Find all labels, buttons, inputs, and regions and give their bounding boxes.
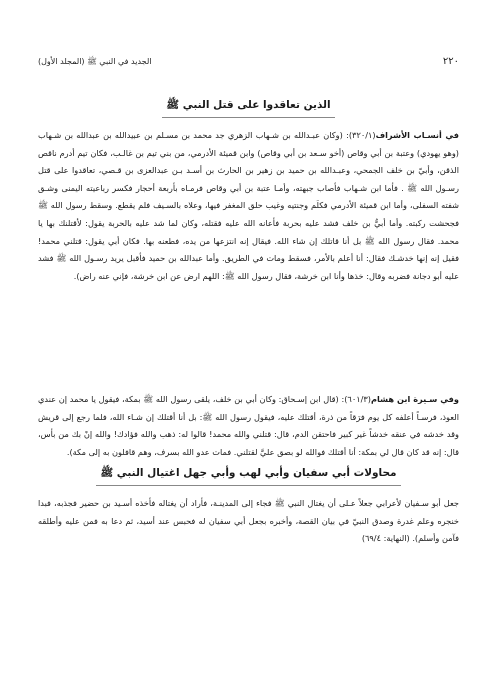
paragraph-ansab [38, 127, 459, 285]
running-header [38, 56, 459, 68]
paragraph-sira [38, 391, 459, 461]
section-title: الذين تعاقدوا على قتل النبي ﷺ [162, 99, 334, 118]
source-ref: (٦٠١/٣) [344, 394, 371, 404]
paragraph-text: جعل أبو سـفيان لأعرابي جعلاً عـلى أن يغتال النبي ﷺ فجاء إلى المدينـة، فأراد أن يغتاله فأخذه أسـيد بن حضير فجذبه، فبدا خنجره وعلم غدرة وصدق النبيّ في بيان القصة، وأخبره بجعل أبي سفيان له فحبس عند أسيد، ثم دعا به فمن عليه وأطلقه فآمن وأسلم). [38, 498, 459, 544]
source-name: وفي سـيرة ابن هشام [370, 394, 459, 404]
section-heading-conspirators [38, 99, 459, 122]
paragraph-abu-sufyan [38, 495, 459, 548]
page-number: ٢٢٠ [442, 56, 459, 67]
section-heading-assassination-attempts [38, 467, 459, 490]
source-ref: (٣٢٠/١) [348, 130, 376, 140]
source-name: في أنسـاب الأشراف [375, 130, 459, 140]
source-ref: (النهاية: ٦٩/٤) [361, 533, 410, 544]
section-title: محاولات أبي سفيان وأبي لهب وأبي جهل اغتيال النبي ﷺ [96, 467, 400, 486]
running-title: الجديد في النبي ﷺ (المجلد الأول) [38, 57, 152, 66]
paragraph-text: : (وكان عبـدالله بن شـهاب الزهري جد محمد بن مسـلم بن عبيدالله بن عبدالله بن شـهاب (وهو يهودي) وعتبة بن أبي وقاص (أخو سـعد بن أبي وقاص) وابن قميئة الأدرمي، من بني تيم بن غالـب، فكان تيم أدرم ناقص الذقن، وأبيّ بن خلف الجمحي، وعبـدالله بن حميد بن زهير بن الحارث بن أسـد بـن عبدالعزى بن قـصي، تعاقدوا على قتل رسـول الله ﷺ . فأما ابن شـهاب فأصاب جبهته، وأمـا عتبة بن أبي وقاص فرمـاه بأربعة أحجار فكسر رباعيته اليمنى وشـق شفته السفلى، وأما ابن قميئة الأدرمي فكلَم وجنتيه وغيب حلق المغفر فيها، وعلاه بالسـيف فلم يقطع. وسقط رسول الله ﷺ فجحشت ركبته. وأما أبيُّ بن خلف فشد عليه بحربة فأعانه الله عليه فقتله، وكان لما شد عليه بالحربة يقول: لأقتلنك بها يا محمد. فقال رسول الله ﷺ بل أنا قاتلك إن شاء الله. فيقال إنه انتزعها من يده، فطعنه بها. فكان أبي يقول: قتلني محمد! فقيل إنه إنها خدشـك فقال: أنا أعلم بالأمر، فسقط ومات في الطريق. وأما عبدالله بن حميد فأقبل يريد رسـول الله ﷺ فشد عليه أبو دجانة فضربه وقال: خذها وأنا ابن خرشة، فقال رسول الله ﷺ: اللهم ارض عن ابن خرشة، فإني عنه راض). [38, 130, 459, 281]
paragraph-text: : (قال ابن إسـحاق: وكان أبي بن خلف، يلقى رسول الله ﷺ بمكة، فيقول يا محمد إن عندي العوذ، فرسـاً أعلفه كل يوم فرَقاً من ذرة، أقتلك عليه، فيقول رسول الله ﷺ: بل أنا أقتلك إن شـاء الله، فلما رجع إلى قريش وقد خدشه في عنقه خدشاً غير كبير فاحتقن الدم، قال: قتلني والله محمد! قالوا له: ذهب والله فؤادك! والله إنْ بك من بأس، قال: إنه قد كان قال لي بمكة: أنا أقتلك فوالله لو بصق عليَّ لقتلني. فمات عدو الله بسرف، وهم قافلون به إلى مكة). [38, 394, 459, 457]
